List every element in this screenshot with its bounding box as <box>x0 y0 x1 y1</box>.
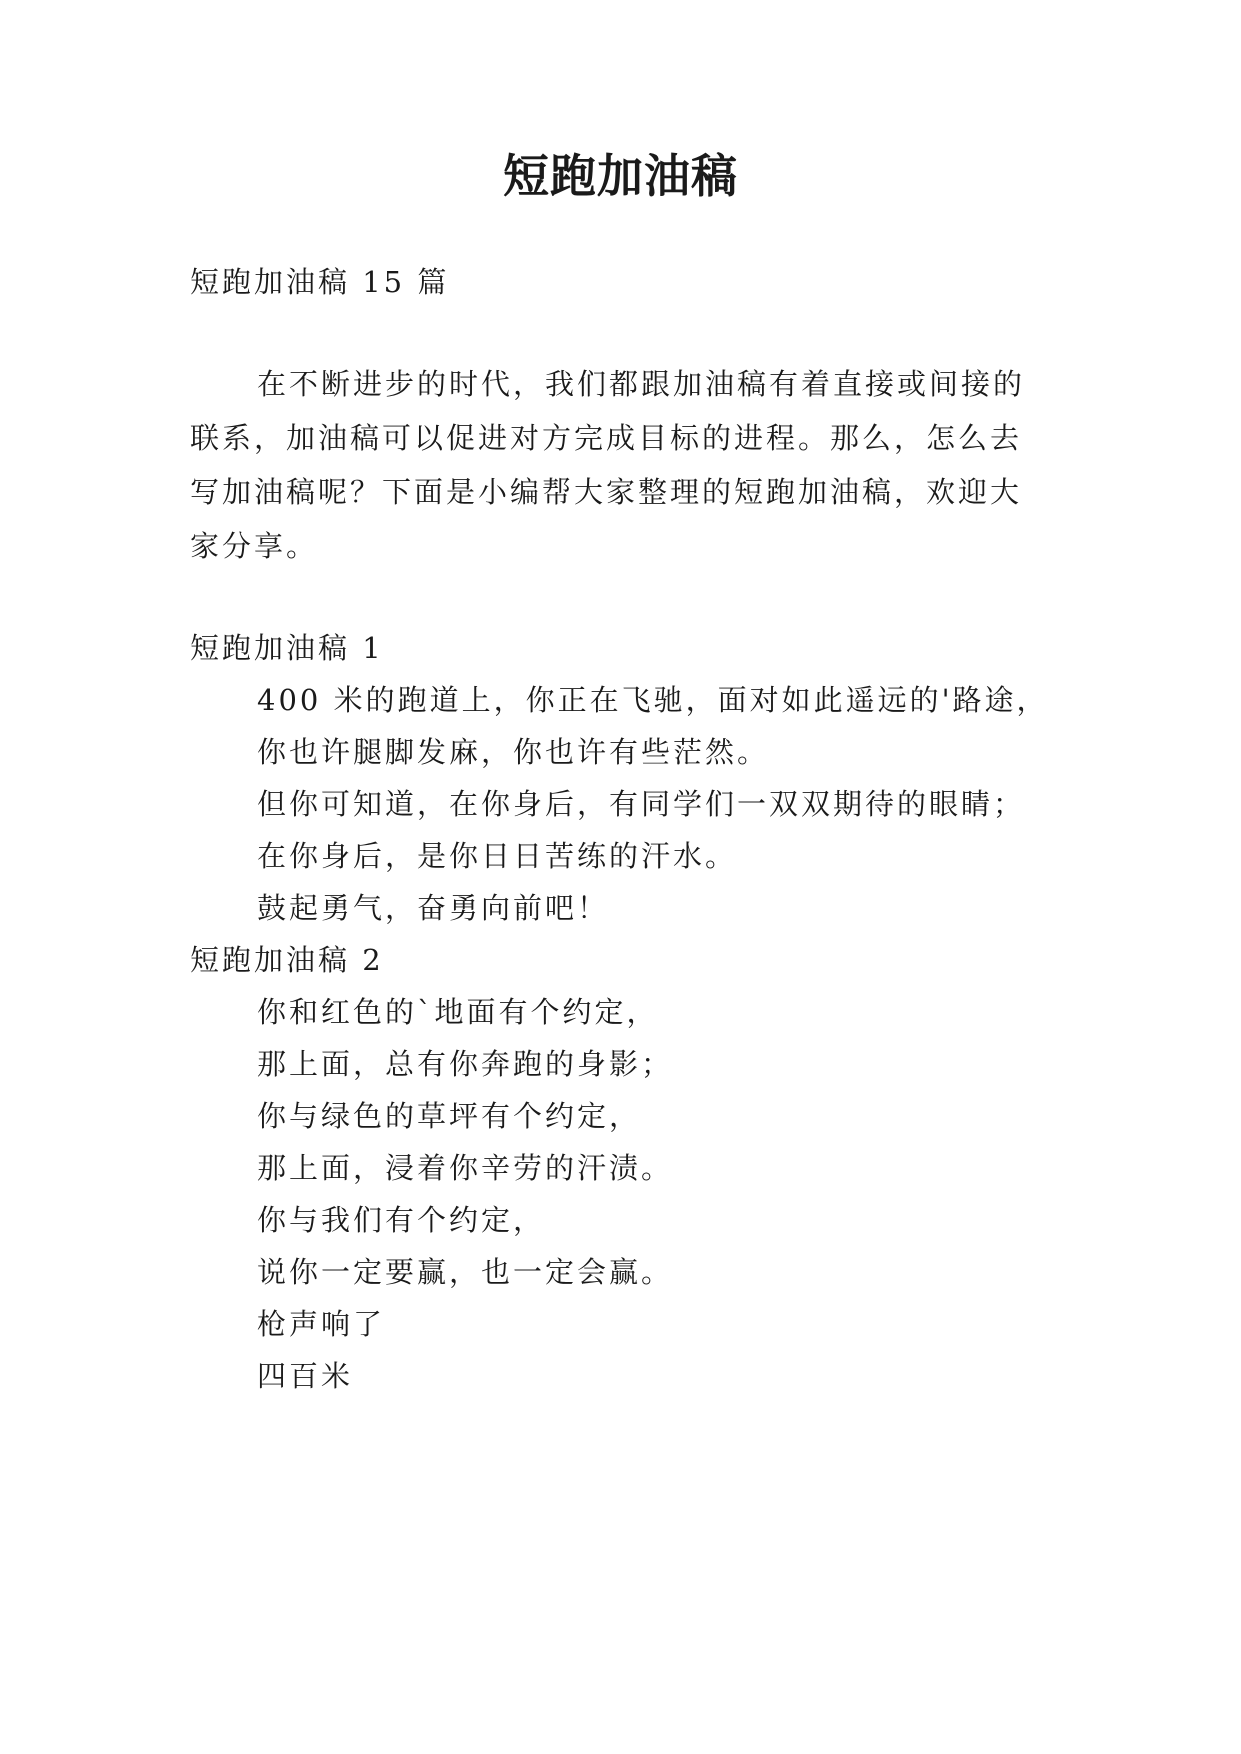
poem-line: 你也许腿脚发麻，你也许有些茫然。 <box>257 735 770 769</box>
poem-line: 鼓起勇气，奋勇向前吧！ <box>257 891 610 925</box>
poem-line: 400 米的跑道上，你正在飞驰，面对如此遥远的'路途， <box>257 683 1049 717</box>
section-heading: 短跑加油稿 1 <box>190 631 384 665</box>
poem-line: 枪声响了 <box>257 1307 386 1341</box>
document-subtitle: 短跑加油稿 15 篇 <box>190 265 450 299</box>
intro-line: 家分享。 <box>190 529 319 563</box>
poem-line: 四百米 <box>257 1359 354 1393</box>
poem-line: 你和红色的`地面有个约定， <box>257 995 659 1029</box>
poem-line: 你与我们有个约定， <box>257 1203 546 1237</box>
poem-line: 那上面，总有你奔跑的身影； <box>257 1047 674 1081</box>
poem-line: 那上面，浸着你辛劳的汗渍。 <box>257 1151 674 1185</box>
document-title: 短跑加油稿 <box>503 149 738 203</box>
poem-line: 你与绿色的草坪有个约定， <box>257 1099 642 1133</box>
intro-line: 联系，加油稿可以促进对方完成目标的进程。那么，怎么去 <box>190 421 1023 455</box>
poem-line: 但你可知道，在你身后，有同学们一双双期待的眼睛； <box>257 787 1026 821</box>
poem-line: 说你一定要赢，也一定会赢。 <box>257 1255 674 1289</box>
poem-line: 在你身后，是你日日苦练的汗水。 <box>257 839 738 873</box>
section-heading: 短跑加油稿 2 <box>190 943 384 977</box>
intro-line: 写加油稿呢？下面是小编帮大家整理的短跑加油稿，欢迎大 <box>190 475 1023 509</box>
intro-line: 在不断进步的时代，我们都跟加油稿有着直接或间接的 <box>257 367 1026 401</box>
